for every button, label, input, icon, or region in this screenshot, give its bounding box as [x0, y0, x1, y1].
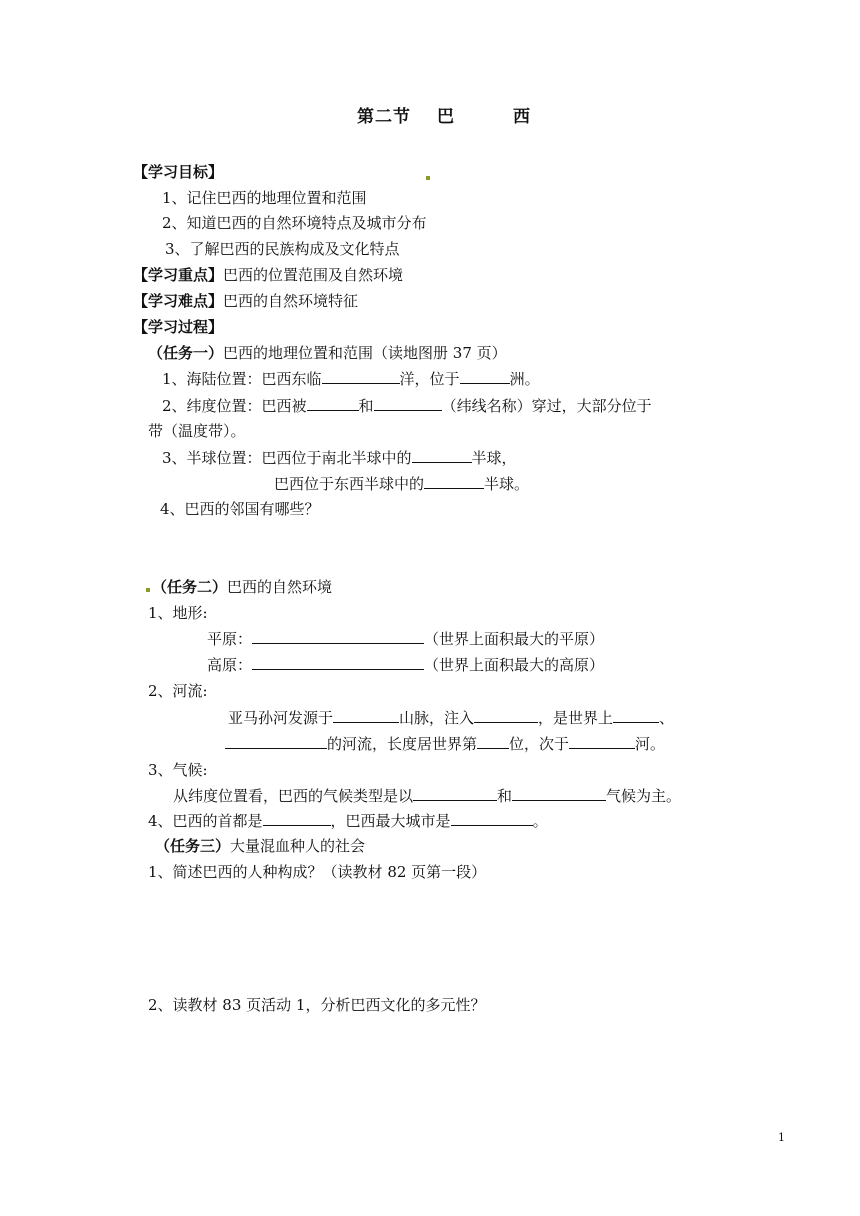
- q3-text-c: 巴西位于东西半球中的: [274, 475, 425, 493]
- river-text-a: 亚马孙河发源于: [228, 709, 334, 727]
- objective-1: 1、记住巴西的地理位置和范围: [162, 189, 367, 207]
- river-heading: 2、河流:: [148, 682, 208, 700]
- river-text-f: 位，次于: [509, 735, 570, 753]
- latitude-blank-2[interactable]: [374, 396, 442, 411]
- plateau-row: [207, 655, 604, 675]
- plain-blank[interactable]: [252, 629, 424, 644]
- climate-blank-2[interactable]: [512, 786, 606, 801]
- key-point-label: 【学习重点】: [133, 266, 224, 284]
- task1-q2-cont: 带（温度带）。: [148, 422, 246, 440]
- q1-text-b: 洋，位于: [399, 370, 460, 388]
- task1-q3: [162, 448, 517, 468]
- task1-title: 巴西的地理位置和范围（读地图册 37 页）: [223, 344, 507, 362]
- plateau-label: 高原：: [207, 656, 253, 674]
- plain-label: 平原：: [207, 630, 253, 648]
- task2-label: （任务二）: [152, 578, 228, 596]
- q2-text-c: （纬线名称）穿过，大部分位于: [441, 397, 652, 415]
- river-text-d: 、: [659, 709, 675, 727]
- mountain-blank[interactable]: [333, 708, 399, 723]
- title-char-2: 西: [513, 107, 531, 127]
- title-char-1: 巴: [437, 107, 455, 127]
- q2-text-a: 2、纬度位置：巴西被: [162, 397, 307, 415]
- q3-text-a: 3、半球位置：巴西位于南北半球中的: [162, 449, 412, 467]
- q3-text-b: 半球，: [471, 449, 517, 467]
- river-line-1: [228, 708, 674, 728]
- q1-text-a: 1、海陆位置：巴西东临: [162, 370, 322, 388]
- terrain-heading: 1、地形:: [148, 604, 208, 622]
- difficulty-label: 【学习难点】: [133, 292, 224, 310]
- task1-q2: [162, 396, 652, 416]
- process-heading: 【学习过程】: [133, 318, 224, 336]
- difficulty: [133, 291, 358, 311]
- river-feature-blank[interactable]: [225, 734, 327, 749]
- ocean-outlet-blank[interactable]: [474, 708, 538, 723]
- task1-header: [148, 343, 507, 363]
- task1-q3-line2: [274, 474, 529, 494]
- length-rank-blank[interactable]: [477, 734, 509, 749]
- river-text-c: ，是世界上: [538, 709, 614, 727]
- ns-hemisphere-blank[interactable]: [412, 448, 472, 463]
- plateau-note: （世界上面积最大的高原）: [424, 656, 605, 674]
- second-river-blank[interactable]: [569, 734, 635, 749]
- river-text-b: 山脉，注入: [399, 709, 475, 727]
- marker-dot: [146, 588, 150, 592]
- task3-label: （任务三）: [155, 837, 231, 855]
- task3-q1: 1、简述巴西的人种构成？（读教材 82 页第一段）: [148, 863, 487, 881]
- plain-note: （世界上面积最大的平原）: [424, 630, 605, 648]
- objectives-heading: 【学习目标】: [133, 163, 224, 181]
- task1-label: （任务一）: [148, 344, 224, 362]
- page-number: 1: [778, 1131, 785, 1144]
- task3-header: [155, 836, 365, 856]
- difficulty-text: 巴西的自然环境特征: [223, 292, 359, 310]
- largest-city-blank[interactable]: [451, 811, 533, 826]
- task2-title: 巴西的自然环境: [227, 578, 333, 596]
- task3-title: 大量混血种人的社会: [230, 837, 366, 855]
- task1-q1: [162, 369, 540, 389]
- climate-text-c: 气候为主。: [606, 787, 682, 805]
- title-section: 第二节: [357, 107, 411, 127]
- capital-line: [148, 811, 548, 831]
- task1-q4: 4、巴西的邻国有哪些？: [160, 500, 320, 518]
- plain-row: [207, 629, 604, 649]
- q3-text-d: 半球。: [484, 475, 530, 493]
- capital-blank[interactable]: [263, 811, 331, 826]
- capital-text-c: 。: [532, 812, 548, 830]
- page-title: [357, 107, 531, 127]
- marker-dot: [426, 176, 430, 180]
- objective-2: 2、知道巴西的自然环境特点及城市分布: [162, 214, 427, 232]
- plateau-blank[interactable]: [252, 655, 424, 670]
- continent-blank[interactable]: [460, 369, 510, 384]
- task2-header: [152, 577, 332, 597]
- river-rank-blank[interactable]: [613, 708, 659, 723]
- river-text-g: 河。: [635, 735, 666, 753]
- latitude-blank-1[interactable]: [307, 396, 359, 411]
- capital-text-b: ，巴西最大城市是: [330, 812, 451, 830]
- climate-text-a: 从纬度位置看，巴西的气候类型是以: [173, 787, 414, 805]
- key-point-text: 巴西的位置范围及自然环境: [223, 266, 404, 284]
- ew-hemisphere-blank[interactable]: [424, 474, 484, 489]
- q2-text-b: 和: [358, 397, 374, 415]
- river-line-2: [225, 734, 665, 754]
- objective-3: 3、了解巴西的民族构成及文化特点: [165, 240, 400, 258]
- climate-heading: 3、气候:: [148, 761, 208, 779]
- q1-text-c: 洲。: [509, 370, 540, 388]
- climate-text-b: 和: [497, 787, 513, 805]
- climate-blank-1[interactable]: [413, 786, 497, 801]
- key-point: [133, 265, 403, 285]
- ocean-blank[interactable]: [322, 369, 400, 384]
- task3-q2: 2、读教材 83 页活动 1，分析巴西文化的多元性？: [148, 996, 486, 1014]
- river-text-e: 的河流，长度居世界第: [327, 735, 478, 753]
- capital-text-a: 4、巴西的首都是: [148, 812, 263, 830]
- climate-line: [173, 786, 681, 806]
